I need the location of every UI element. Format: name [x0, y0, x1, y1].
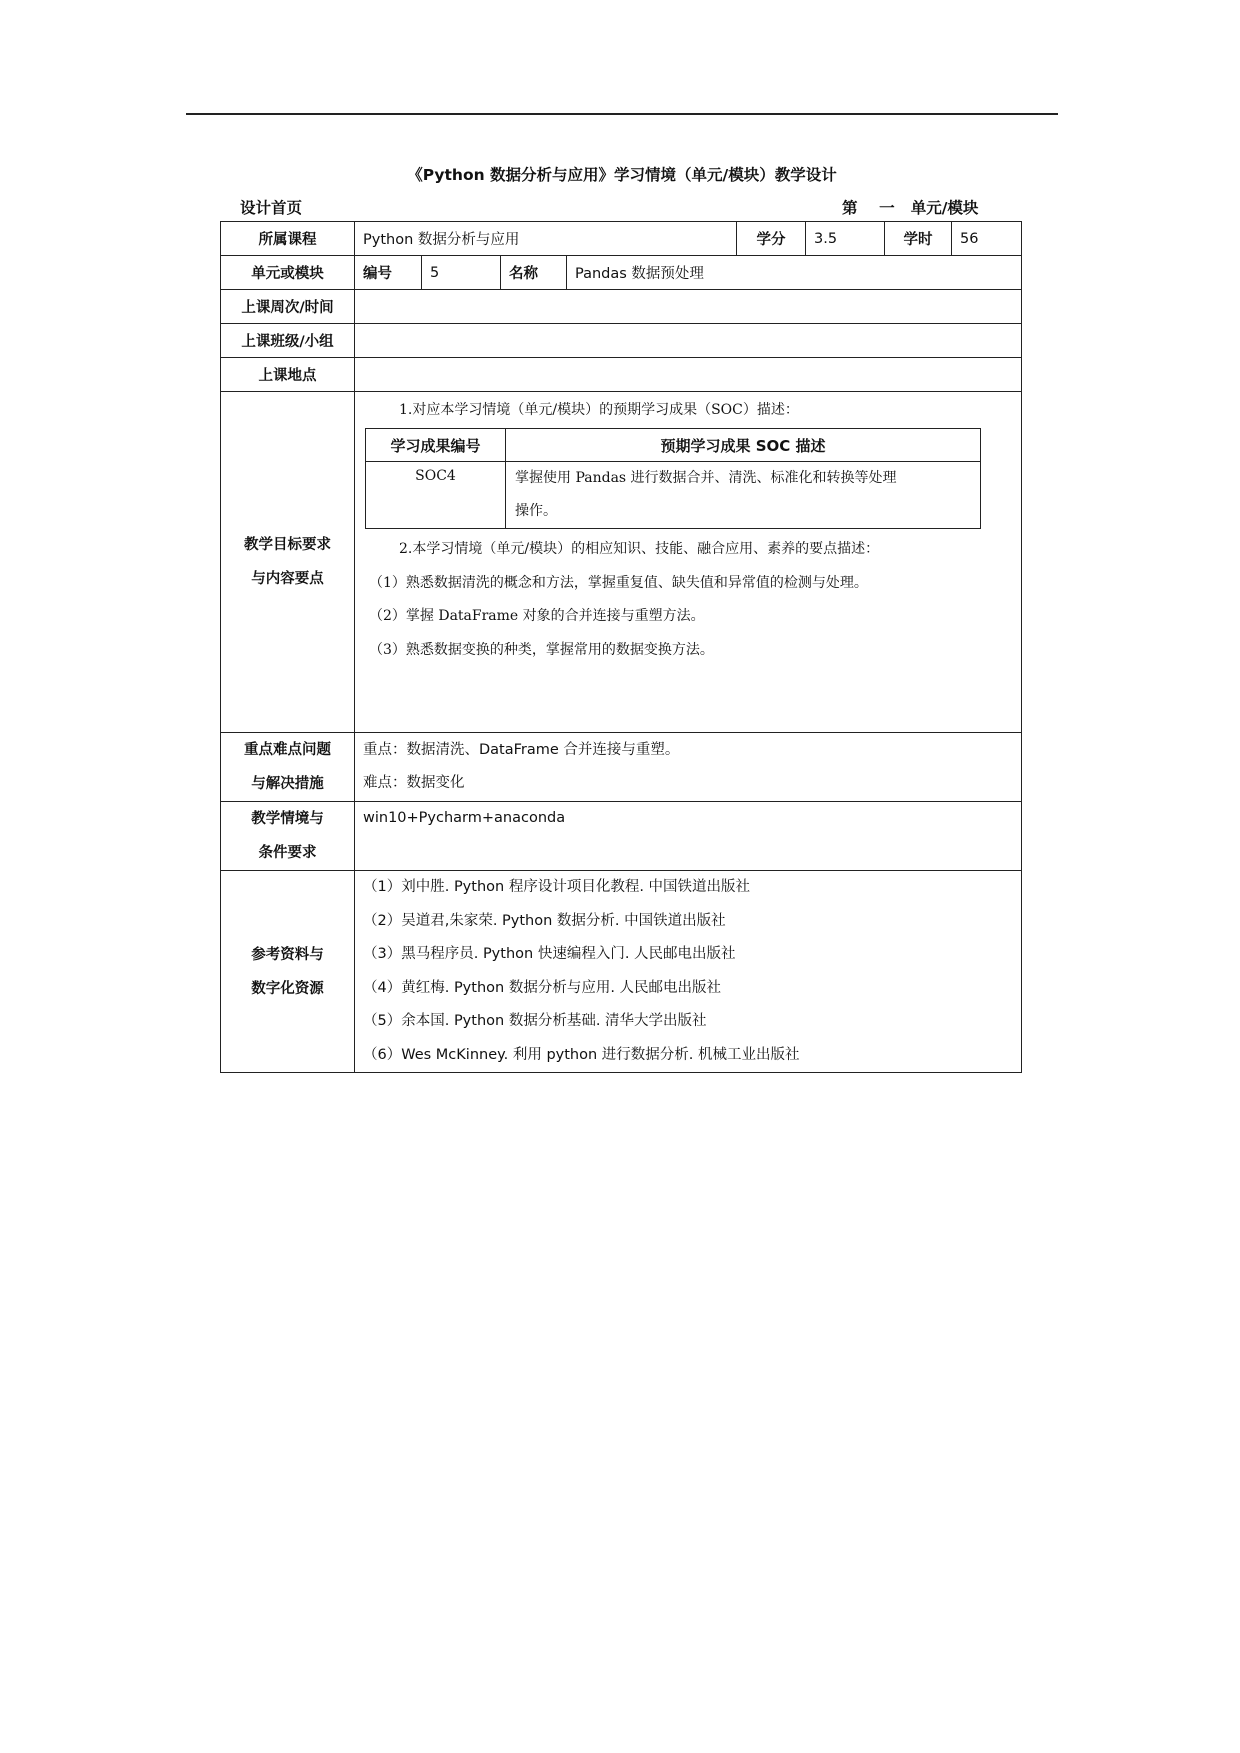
class-group-label: 上课班级/小组: [221, 324, 355, 358]
soc-header-row: [366, 429, 981, 462]
unit-module-label: 第 一 单元/模块: [842, 199, 979, 217]
header-rule: [186, 113, 1058, 115]
soc-table: [365, 428, 981, 529]
environment-label-line2: 条件要求: [258, 845, 317, 861]
class-group-value: [355, 324, 1022, 358]
week-time-value: [355, 290, 1022, 324]
hours-value: 56: [952, 222, 1022, 256]
key-points-label-line2: 与解决措施: [251, 776, 324, 792]
key-points-content: [355, 733, 1022, 802]
goals-content: [355, 392, 1022, 733]
credit-value: 3.5: [806, 222, 885, 256]
unit-id-label: 编号: [355, 256, 422, 290]
references-content: [355, 871, 1022, 1073]
key-point: 重点：数据清洗、DataFrame 合并连接与重塑。: [363, 741, 680, 758]
soc-row-desc-line2: 操作。: [515, 503, 557, 519]
references-label-line2: 数字化资源: [251, 980, 324, 997]
class-group-row: [221, 324, 1022, 358]
key-points-label: [221, 733, 355, 802]
location-label: 上课地点: [221, 358, 355, 392]
environment-content: [355, 802, 1022, 871]
point-item: （3）熟悉数据变换的种类，掌握常用的数据变换方法。: [369, 641, 714, 658]
soc-row-desc: [506, 462, 981, 529]
reference-item: （4）黄红梅. Python 数据分析与应用. 人民邮电出版社: [363, 979, 722, 996]
soc-header-id: 学习成果编号: [366, 429, 506, 462]
unit-row: [221, 256, 1022, 290]
goals-row: [221, 392, 1022, 733]
environment-value: win10+Pycharm+anaconda: [363, 810, 566, 826]
course-value: Python 数据分析与应用: [355, 222, 737, 256]
location-row: [221, 358, 1022, 392]
environment-label-line1: 教学情境与: [251, 811, 324, 827]
soc-row: [366, 462, 981, 529]
soc-header-desc: 预期学习成果 SOC 描述: [506, 429, 981, 462]
soc-row-id: SOC4: [366, 462, 506, 529]
unit-name-value: Pandas 数据预处理: [567, 256, 1022, 290]
reference-item: （1）刘中胜. Python 程序设计项目化教程. 中国铁道出版社: [363, 879, 751, 895]
hours-label: 学时: [885, 222, 952, 256]
reference-item: （6）Wes McKinney. 利用 python 进行数据分析. 机械工业出版社: [363, 1046, 800, 1063]
course-label: 所属课程: [221, 222, 355, 256]
credit-label: 学分: [737, 222, 806, 256]
environment-label: [221, 802, 355, 871]
key-points-row: [221, 733, 1022, 802]
unit-id-value: 5: [422, 256, 501, 290]
goals-intro: 1.对应本学习情境（单元/模块）的预期学习成果（SOC）描述：: [399, 402, 799, 418]
environment-row: [221, 802, 1022, 871]
unit-label: 单元或模块: [221, 256, 355, 290]
location-value: [355, 358, 1022, 392]
document-title: 《Python 数据分析与应用》学习情境（单元/模块）教学设计: [407, 166, 837, 184]
week-time-label: 上课周次/时间: [221, 290, 355, 324]
design-page-label: 设计首页: [240, 199, 303, 217]
reference-item: （5）余本国. Python 数据分析基础. 清华大学出版社: [363, 1013, 707, 1029]
course-row: [221, 222, 1022, 256]
soc-row-desc-line1: 掌握使用 Pandas 进行数据合并、清洗、标准化和转换等处理: [515, 470, 897, 486]
key-points-label-line1: 重点难点问题: [244, 742, 331, 758]
goals-label: [221, 392, 355, 733]
point-item: （1）熟悉数据清洗的概念和方法，掌握重复值、缺失值和异常值的检测与处理。: [369, 574, 868, 591]
points-intro: 2.本学习情境（单元/模块）的相应知识、技能、融合应用、素养的要点描述：: [399, 541, 880, 557]
references-label-line1: 参考资料与: [251, 946, 324, 963]
unit-name-label: 名称: [501, 256, 567, 290]
references-label: [221, 871, 355, 1073]
week-time-row: [221, 290, 1022, 324]
difficult-point: 难点：数据变化: [363, 775, 465, 791]
reference-item: （2）吴道君,朱家荣. Python 数据分析. 中国铁道出版社: [363, 912, 726, 929]
point-item: （2）掌握 DataFrame 对象的合并连接与重塑方法。: [369, 608, 705, 624]
goals-label-line2: 与内容要点: [251, 571, 324, 587]
goals-label-line1: 教学目标要求: [244, 537, 331, 553]
references-row: [221, 871, 1022, 1073]
reference-item: （3）黑马程序员. Python 快速编程入门. 人民邮电出版社: [363, 946, 736, 962]
design-table: [220, 221, 1022, 1073]
